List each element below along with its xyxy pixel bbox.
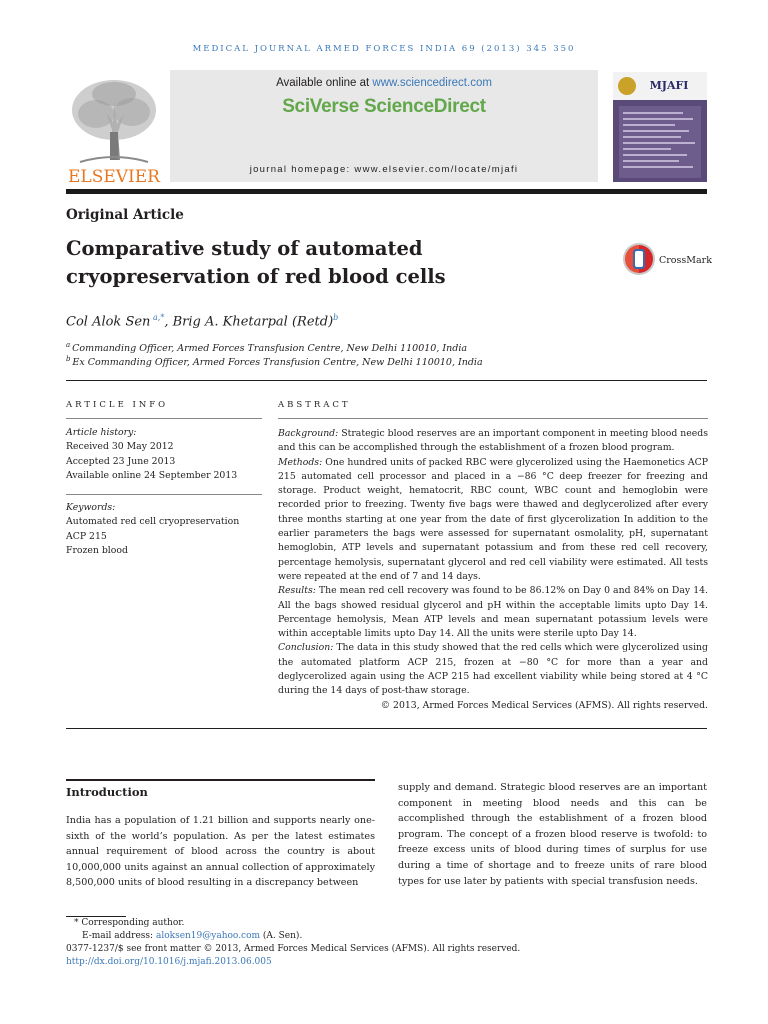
crossmark-label: CrossMark <box>659 255 712 266</box>
sciverse-sciencedirect-logo: SciVerse ScienceDirect <box>282 96 486 117</box>
cover-title: MJAFI <box>649 79 689 92</box>
body-column-left: India has a population of 1.21 billion and supports nearly one-sixth of the world’s population. As per the latest estimates annual requirement of blood across the country is about 10,000,000 units against an annual collection of approximately 8,500,000 units of blood resulting in a discrepancy between <box>66 815 375 889</box>
body-column-right: supply and demand. Strategic blood reserves are an important component in meeting blood needs and this can be accomplished through the establishment of a frozen blood program. The concept of a frozen blood reserve is twofold: to freeze excess units of blood during times of surplus for use during a time of shortage and to freeze units of rare blood types for use later by patients with special transfusion needs. <box>398 782 707 887</box>
journal-cover-thumbnail <box>613 72 707 182</box>
elsevier-wordmark: ELSEVIER <box>68 167 160 184</box>
divider <box>278 418 708 419</box>
introduction-heading: Introduction <box>66 785 148 799</box>
corresponding-author-note: * Corresponding author. <box>74 918 185 928</box>
affiliation: $^a$ Commanding Officer, Armed Forces Transfusion Centre, New Delhi 110010, India <box>66 341 468 355</box>
divider <box>66 418 262 419</box>
header-divider <box>66 189 707 194</box>
journal-running-head: MEDICAL JOURNAL ARMED FORCES INDIA 69 (2013) 345 350 <box>192 44 576 54</box>
abstract-background: Background: Strategic blood reserves are an important component in meeting blood needs and this can be accomplished through the establishment of a frozen blood program. <box>278 428 708 454</box>
email-link[interactable]: aloksen19@yahoo.com <box>155 931 261 941</box>
crossmark-button[interactable] <box>622 240 722 278</box>
abstract-heading: ABSTRACT <box>278 400 351 410</box>
keyword: ACP 215 <box>66 530 107 542</box>
divider <box>66 494 262 495</box>
keywords-block <box>66 501 266 558</box>
author-affil-marker[interactable]: b <box>333 313 339 322</box>
journal-homepage[interactable]: journal homepage: www.elsevier.com/locate/mjafi <box>249 164 519 175</box>
article-info-heading: ARTICLE INFO <box>66 400 169 410</box>
available-online-date: Available online 24 September 2013 <box>66 469 238 481</box>
divider <box>66 728 707 729</box>
section-rule <box>66 779 375 781</box>
author-name: Brig A. Khetarpal (Retd) <box>172 314 334 330</box>
email-line: E-mail address: aloksen19@yahoo.com (A. Sen). <box>82 931 303 941</box>
article-history <box>66 426 266 483</box>
author-name: Col Alok Sen <box>66 314 151 330</box>
history-label: Article history: <box>66 427 137 438</box>
copyright-notice: © 2013, Armed Forces Medical Services (AFMS). All rights reserved. <box>380 699 708 711</box>
abstract-body <box>278 427 708 713</box>
elsevier-logo <box>66 72 162 184</box>
available-online: Available online at www.sciencedirect.com <box>276 77 492 89</box>
keywords-label: Keywords: <box>66 502 116 513</box>
author-affil-marker[interactable]: a,* <box>153 313 165 322</box>
abstract-results: Results: The mean red cell recovery was found to be 86.12% on Day 0 and 84% on Day 14. All the bags showed residual glycerol and pH within the acceptable limits upto Day 14. Percentage hemolysis, Mean ATP levels and mean supernatant potassium levels were within acceptable limits upto Day 14. All the units were sterile upto Day 14. <box>278 585 708 640</box>
sciencedirect-link[interactable]: www.sciencedirect.com <box>372 77 492 89</box>
affiliation: $^b$ Ex Commanding Officer, Armed Forces Transfusion Centre, New Delhi 110010, India <box>66 355 483 369</box>
author-list: Col Alok Sen $^{a,*}$, Brig A. Khetarpal (Retd)$^b$ <box>66 313 339 330</box>
article-title: Comparative study of automated cryopreservation of red blood cells <box>66 237 446 288</box>
divider <box>66 380 707 381</box>
accepted-date: Accepted 23 June 2013 <box>66 455 176 467</box>
keyword: Frozen blood <box>66 544 128 556</box>
keyword: Automated red cell cryopreservation <box>66 516 240 528</box>
issn-line: 0377-1237/$ see front matter © 2013, Armed Forces Medical Services (AFMS). All rights reserved. <box>66 944 521 954</box>
article-type: Original Article <box>66 207 184 223</box>
footnote-rule <box>66 916 126 917</box>
received-date: Received 30 May 2012 <box>66 441 174 453</box>
abstract-conclusion: Conclusion: The data in this study showed that the red cells which were glycerolized using the automated platform ACP 215, frozen at −80 °C for more than a year and deglycerolized again using the ACP 215 had excellent viability while being stored at 4 °C during the 14 days of post-thaw storage. <box>278 642 708 697</box>
doi-link[interactable]: http://dx.doi.org/10.1016/j.mjafi.2013.06.005 <box>66 957 272 967</box>
abstract-methods: Methods: One hundred units of packed RBC were glycerolized using the Haemonetics ACP 215 automated cell processor and placed in a −86 °C deep freezer for freezing and storage. Product weight, hematocrit, RBC count, WBC count and hemoglobin were recorded prior to freezing. Twenty five bags were thawed and deglycerolized after every three months starting at one year from the date of first glycerolization In addition to the earlier parameters the bags were assessed for supernatant osmolality, pH, supernatant hemoglobin, ATP levels and supernatant potassium and from these red cell recovery, percentage hemolysis, supernatant glycerol and red cell viability were estimated. All tests were repeated at the end of 7 and 14 days. <box>278 456 708 582</box>
